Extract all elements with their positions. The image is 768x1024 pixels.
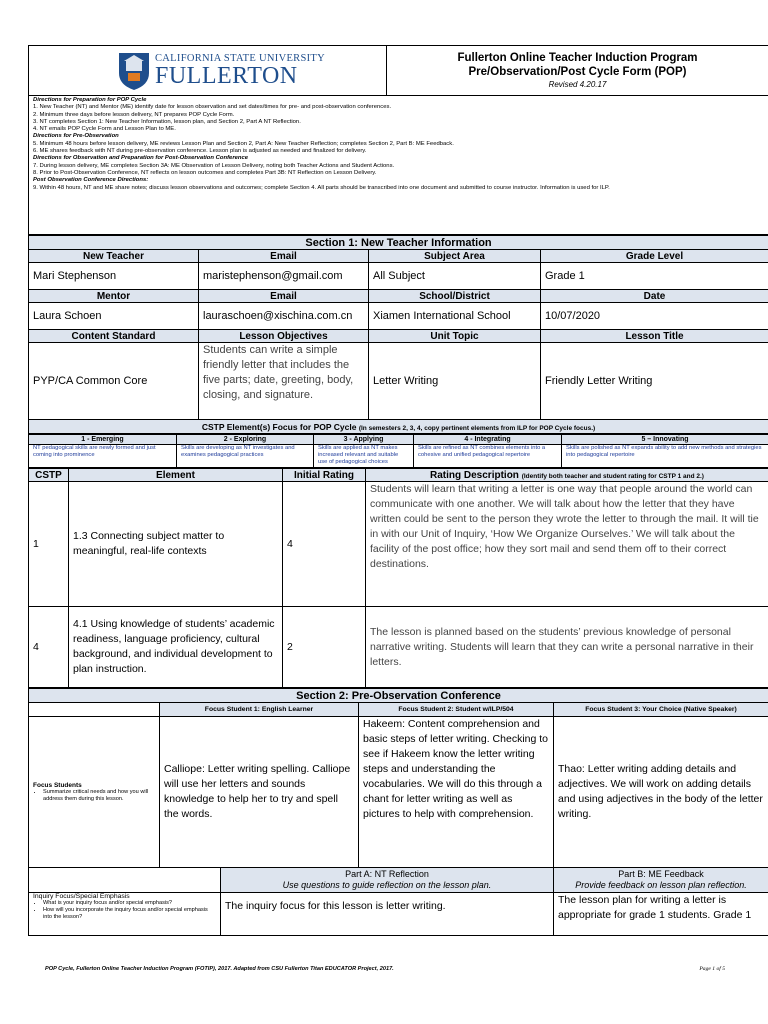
university-logo [29,46,387,96]
level-5-label: 5 – Innovating [562,435,768,445]
date-field[interactable]: 10/07/2020 [541,303,768,330]
level-5-desc: Skills are polished as NT expands ability to add new methods and strategies into pedagogical repertoire [562,445,768,468]
header-new-teacher: New Teacher [29,250,199,263]
level-3-desc: Skills are applied as NT makes increased relevant and suitable use of pedagogical choices [314,445,414,468]
focus-student-1-field[interactable]: Calliope: Letter writing spelling. Calliope will use her letters and sounds knowledge to help her to try and spell the words. [160,717,359,868]
header-date: Date [541,290,768,303]
focus-student-3-header: Focus Student 3: Your Choice (Native Speaker) [554,703,768,717]
header-element: Element [69,469,283,482]
level-3-label: 3 - Applying [314,435,414,445]
header-subject-area: Subject Area [369,250,541,263]
header-content-standard: Content Standard [29,330,199,343]
grade-level-field[interactable]: Grade 1 [541,263,768,290]
directions-item: 7. During lesson delivery, ME completes Section 3A: ME Observation of Lesson Delivery, noting both Teacher Actions and Student Actions. [33,162,395,169]
level-4-label: 4 - Integrating [414,435,562,445]
header-lesson-objectives: Lesson Objectives [199,330,369,343]
cstp-element[interactable]: 4.1 Using knowledge of students’ academic readiness, language proficiency, cultural background, and individual development to plan instruction. [69,607,283,688]
header-grade-level: Grade Level [541,250,768,263]
cstp-rating[interactable]: 4 [283,482,366,607]
content-standard-field[interactable]: PYP/CA Common Core [29,343,199,420]
cstp-title-note: (In semesters 2, 3, 4, copy pertinent elements from ILP for POP Cycle focus.) [358,424,596,432]
section1-table [28,235,768,434]
cstp-number[interactable]: 1 [29,482,69,607]
cstp-rating-table [28,468,768,688]
page-footer [45,966,725,972]
cstp-row [29,607,768,688]
directions-item: 5. Minimum 48 hours before lesson delivery, ME reviews Lesson Plan and Section 2, Part A: New Teacher Reflection; completes Section 2, Part B: ME Feedback. [33,140,454,147]
university-line1: CALIFORNIA STATE UNIVERSITY [155,53,326,64]
directions-heading: Post Observation Conference Directions: [33,177,149,184]
focus-student-3-field[interactable]: Thao: Letter writing adding details and adjectives. We will work on adding details and using adjectives in the body of the letter writing. [554,717,768,868]
focus-student-2-header: Focus Student 2: Student w/ILP/504 [359,703,554,717]
cstp-title: CSTP Element(s) Focus for POP Cycle [201,421,357,432]
directions-heading: Directions for Preparation for POP Cycle [33,97,147,103]
form-abbrev: (POP) [654,66,687,78]
header-initial-rating: Initial Rating [283,469,366,482]
header-cstp: CSTP [29,469,69,482]
directions-item: 1. New Teacher (NT) and Mentor (ME) identify date for lesson observation and set dates/times for pre- and post-observation conferences. [33,104,392,111]
form-title-block [387,46,768,96]
level-2-label: 2 - Exploring [177,435,314,445]
directions-item: 3. NT completes Section 1: New Teacher Information, lesson plan, and Section 2, Part A NT Reflection. [33,118,301,125]
mentor-email-field[interactable]: lauraschoen@xischina.com.cn [199,303,369,330]
cstp-row [29,482,768,607]
focus-student-2-field[interactable]: Hakeem: Content comprehension and basic steps of letter writing. Checking to see if Hakeem know the letter writing steps and understanding the vocabularies. We will do this through a chant for letter writing as well as pictures to help with comprehension. [359,717,554,868]
partB-header [554,868,768,893]
cstp-description[interactable]: Students will learn that writing a letter is one way that people around the world can communicate with one another. We will talk about how the letter that they have written could be sent to the person they wrote the letter to through the mail. It will tie in with our Unit of Inquiry, ‘How We Organize Ourselves.’ We will talk about the facility of the post office; how they sort mail and send them off to their correct destinations. [366,482,768,607]
cstp-number[interactable]: 4 [29,607,69,688]
cstp-focus-title [29,420,768,434]
focus-students-title: Focus Students [33,781,82,789]
directions-item: 2. Minimum three days before lesson delivery, NT prepares POP Cycle Form. [33,111,235,118]
directions-item: 4. NT emails POP Cycle Form and Lesson Plan to ME. [33,126,176,133]
header-table [28,45,768,235]
header-rating-description [366,469,768,482]
program-title: Fullerton Online Teacher Induction Program [457,52,698,64]
page-number: Page 1 of 5 [699,966,725,972]
mentor-field[interactable]: Laura Schoen [29,303,199,330]
inquiry-bullet: • How will you incorporate the inquiry focus and/or special emphasis into the lesson? [43,907,216,921]
teacher-email-field[interactable]: maristephenson@gmail.com [199,263,369,290]
directions-list [33,97,764,192]
inquiry-label: Inquiry Focus/Special Emphasis [33,893,130,900]
cstp-description[interactable]: The lesson is planned based on the students’ previous knowledge of personal narrative writing. Students will learn that they can write a personal narrative in their letters. [366,607,768,688]
cstp-levels-table [28,434,768,468]
partB-title: Part B: ME Feedback [618,869,704,879]
form-page [28,45,768,936]
partA-subtitle: Use questions to guide reflection on the lesson plan. [282,880,492,890]
directions-block [29,96,768,235]
university-seal-icon [117,51,151,91]
level-1-label: 1 - Emerging [29,435,177,445]
unit-topic-field[interactable]: Letter Writing [369,343,541,420]
inquiry-bullet: • What is your inquiry focus and/or special emphasis? [43,900,216,907]
rating-desc-note: (Identify both teacher and student rating for CSTP 1 and 2.) [521,472,704,480]
section1-title: Section 1: New Teacher Information [29,236,768,250]
university-line2: FULLERTON [155,63,298,89]
section2-table [28,688,768,936]
inquiry-nt-field[interactable]: The inquiry focus for this lesson is letter writing. [221,893,554,936]
directions-item: 6. ME shares feedback with NT during pre-observation conference. Lesson plan is adjusted as needed and finalized for delivery. [33,148,367,155]
partA-title: Part A: NT Reflection [345,869,429,879]
header-mentor-email: Email [199,290,369,303]
inquiry-me-field[interactable]: The lesson plan for writing a letter is appropriate for grade 1 students. Grade 1 [554,893,768,936]
directions-item: 9. Within 48 hours, NT and ME share notes; discuss lesson observations and outcomes; complete Section 4. All parts should be transcribed into one document and submitted to course instructor. Information is used for ILP. [33,184,610,191]
footer-text: POP Cycle, Fullerton Online Teacher Induction Program (FOTIP), 2017. Adapted from CSU Fullerton Titan EDUCATOR Project, 2017. [45,966,394,972]
revised-date: Revised 4.20.17 [548,80,607,89]
rating-desc-label: Rating Description [430,469,519,481]
lesson-objectives-field[interactable]: Students can write a simple friendly letter that includes the five parts; date, greeting, body, closing, and signature. [199,343,369,420]
cstp-element[interactable]: 1.3 Connecting subject matter to meaningful, real-life contexts [69,482,283,607]
focus-student-1-header: Focus Student 1: English Learner [160,703,359,717]
inquiry-label-cell [29,893,221,936]
header-unit-topic: Unit Topic [369,330,541,343]
focus-blank [29,703,160,717]
partB-subtitle: Provide feedback on lesson plan reflection. [575,880,747,890]
directions-heading: Directions for Observation and Preparation for Post-Observation Conference [33,155,249,162]
level-4-desc: Skills are refined as NT combines elements into a cohesive and unified pedagogical repertoire [414,445,562,468]
lesson-title-field[interactable]: Friendly Letter Writing [541,343,768,420]
header-lesson-title: Lesson Title [541,330,768,343]
focus-students-label [29,717,160,868]
subject-area-field[interactable]: All Subject [369,263,541,290]
header-mentor: Mentor [29,290,199,303]
school-field[interactable]: Xiamen International School [369,303,541,330]
partA-blank [29,868,221,893]
section2-title: Section 2: Pre-Observation Conference [29,689,768,703]
header-email: Email [199,250,369,263]
level-1-desc: NT pedagogical skills are newly formed and just coming into prominence [29,445,177,468]
cstp-rating[interactable]: 2 [283,607,366,688]
focus-students-bullet: • Summarize critical needs and how you will address them during this lesson. [43,789,155,803]
form-title: Pre/Observation/Post Cycle Form [468,66,652,78]
new-teacher-field[interactable]: Mari Stephenson [29,263,199,290]
level-2-desc: Skills are developing as NT investigates and examines pedagogical practices [177,445,314,468]
directions-item: 8. Prior to Post-Observation Conference, NT reflects on lesson outcomes and completes Part 3B: NT Reflection on Lesson Delivery. [33,169,377,176]
directions-heading: Directions for Pre-Observation [33,133,119,140]
partA-header [221,868,554,893]
header-school: School/District [369,290,541,303]
